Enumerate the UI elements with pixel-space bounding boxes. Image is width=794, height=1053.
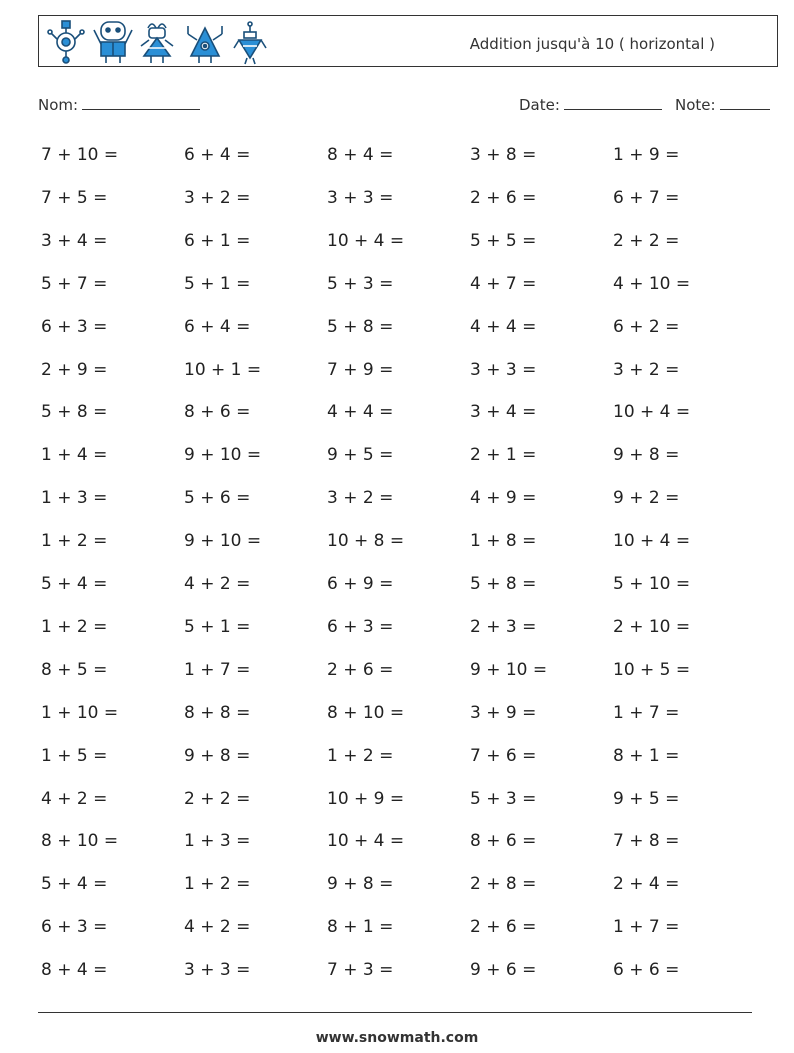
problem-4-3: 5 + 3 = xyxy=(327,273,394,294)
problem-20-2: 3 + 3 = xyxy=(184,960,251,981)
problem-11-1: 5 + 4 = xyxy=(41,574,108,594)
problem-5-3: 5 + 8 = xyxy=(327,316,394,337)
problem-6-1: 2 + 9 = xyxy=(41,359,108,380)
problem-15-4: 7 + 6 = xyxy=(470,745,537,766)
problem-10-5: 10 + 4 = xyxy=(613,531,691,552)
problem-14-5: 1 + 7 = xyxy=(613,702,680,723)
problem-4-5: 4 + 10 = xyxy=(613,273,691,294)
robot-icon-3 xyxy=(141,24,173,63)
problem-15-2: 9 + 8 = xyxy=(184,745,251,766)
problem-14-3: 8 + 10 = xyxy=(327,702,405,723)
problem-16-4: 5 + 3 = xyxy=(470,788,537,809)
problem-9-4: 4 + 9 = xyxy=(470,488,537,509)
problem-7-5: 10 + 4 = xyxy=(613,402,691,423)
date-label: Date: xyxy=(519,96,560,114)
problem-6-5: 3 + 2 = xyxy=(613,359,680,380)
problem-15-5: 8 + 1 = xyxy=(613,745,680,766)
problem-2-1: 7 + 5 = xyxy=(41,187,108,208)
problem-1-5: 1 + 9 = xyxy=(613,145,680,165)
problem-18-4: 2 + 8 = xyxy=(470,874,537,895)
problem-5-2: 6 + 4 = xyxy=(184,316,251,337)
name-field xyxy=(38,95,200,114)
problem-3-2: 6 + 1 = xyxy=(184,230,251,251)
problem-19-5: 1 + 7 = xyxy=(613,917,680,938)
problem-20-4: 9 + 6 = xyxy=(470,960,537,981)
problem-17-3: 10 + 4 = xyxy=(327,831,405,852)
date-blank[interactable] xyxy=(564,95,662,110)
problem-8-3: 9 + 5 = xyxy=(327,445,394,466)
problem-18-1: 5 + 4 = xyxy=(41,874,108,895)
problem-2-3: 3 + 3 = xyxy=(327,187,394,208)
problem-7-4: 3 + 4 = xyxy=(470,402,537,423)
problem-8-4: 2 + 1 = xyxy=(470,445,537,466)
problem-12-2: 5 + 1 = xyxy=(184,616,251,637)
grade-field xyxy=(675,95,770,114)
robot-icon-4 xyxy=(188,26,222,63)
problem-13-5: 10 + 5 = xyxy=(613,659,691,680)
problem-12-3: 6 + 3 = xyxy=(327,616,394,637)
problem-8-2: 9 + 10 = xyxy=(184,445,262,466)
problem-10-4: 1 + 8 = xyxy=(470,531,537,552)
problem-2-4: 2 + 6 = xyxy=(470,187,537,208)
problem-20-5: 6 + 6 = xyxy=(613,960,680,981)
problem-15-3: 1 + 2 = xyxy=(327,745,394,766)
problem-3-4: 5 + 5 = xyxy=(470,230,537,251)
problem-5-1: 6 + 3 = xyxy=(41,316,108,337)
problem-14-4: 3 + 9 = xyxy=(470,702,537,723)
problem-14-1: 1 + 10 = xyxy=(41,702,119,723)
problem-4-2: 5 + 1 = xyxy=(184,273,251,294)
problem-2-2: 3 + 2 = xyxy=(184,187,251,208)
name-blank[interactable] xyxy=(82,95,200,110)
problem-19-2: 4 + 2 = xyxy=(184,917,251,938)
problem-18-5: 2 + 4 = xyxy=(613,874,680,895)
problem-4-1: 5 + 7 = xyxy=(41,273,108,294)
problem-11-2: 4 + 2 = xyxy=(184,574,251,594)
problem-10-2: 9 + 10 = xyxy=(184,531,262,552)
robot-icon-2 xyxy=(94,22,132,63)
problem-17-4: 8 + 6 = xyxy=(470,831,537,852)
problem-16-2: 2 + 2 = xyxy=(184,788,251,809)
problem-15-1: 1 + 5 = xyxy=(41,745,108,766)
problem-19-4: 2 + 6 = xyxy=(470,917,537,938)
problem-13-2: 1 + 7 = xyxy=(184,659,251,680)
problem-8-1: 1 + 4 = xyxy=(41,445,108,466)
problem-13-4: 9 + 10 = xyxy=(470,659,548,680)
problem-11-3: 6 + 9 = xyxy=(327,574,394,594)
problem-3-3: 10 + 4 = xyxy=(327,230,405,251)
problem-1-2: 6 + 4 = xyxy=(184,145,251,165)
problem-9-1: 1 + 3 = xyxy=(41,488,108,509)
problem-17-5: 7 + 8 = xyxy=(613,831,680,852)
worksheet-header xyxy=(38,15,778,67)
problem-8-5: 9 + 8 = xyxy=(613,445,680,466)
problem-7-3: 4 + 4 = xyxy=(327,402,394,423)
problem-13-3: 2 + 6 = xyxy=(327,659,394,680)
problem-12-1: 1 + 2 = xyxy=(41,616,108,637)
problem-17-1: 8 + 10 = xyxy=(41,831,119,852)
problem-13-1: 8 + 5 = xyxy=(41,659,108,680)
grade-blank[interactable] xyxy=(720,95,770,110)
worksheet-title: Addition jusqu'à 10 ( horizontal ) xyxy=(469,35,715,53)
date-field xyxy=(519,95,662,114)
problem-7-2: 8 + 6 = xyxy=(184,402,251,423)
problem-20-1: 8 + 4 = xyxy=(41,960,108,981)
problem-7-1: 5 + 8 = xyxy=(41,402,108,423)
problem-1-1: 7 + 10 = xyxy=(41,145,119,165)
problem-17-2: 1 + 3 = xyxy=(184,831,251,852)
problem-6-4: 3 + 3 = xyxy=(470,359,537,380)
problem-16-5: 9 + 5 = xyxy=(613,788,680,809)
problem-16-3: 10 + 9 = xyxy=(327,788,405,809)
problem-12-4: 2 + 3 = xyxy=(470,616,537,637)
problem-3-5: 2 + 2 = xyxy=(613,230,680,251)
problem-9-3: 3 + 2 = xyxy=(327,488,394,509)
problem-18-2: 1 + 2 = xyxy=(184,874,251,895)
problem-16-1: 4 + 2 = xyxy=(41,788,108,809)
footer-divider xyxy=(38,1012,752,1013)
name-label: Nom: xyxy=(38,96,79,114)
problem-10-3: 10 + 8 = xyxy=(327,531,405,552)
problem-19-3: 8 + 1 = xyxy=(327,917,394,938)
problem-6-3: 7 + 9 = xyxy=(327,359,394,380)
problem-19-1: 6 + 3 = xyxy=(41,917,108,938)
problem-1-4: 3 + 8 = xyxy=(470,145,537,165)
problem-11-4: 5 + 8 = xyxy=(470,574,537,594)
footer-url: www.snowmath.com xyxy=(315,1030,479,1046)
grade-label: Note: xyxy=(675,96,716,114)
problem-10-1: 1 + 2 = xyxy=(41,531,108,552)
problem-5-5: 6 + 2 = xyxy=(613,316,680,337)
problem-5-4: 4 + 4 = xyxy=(470,316,537,337)
problem-20-3: 7 + 3 = xyxy=(327,960,394,981)
problem-4-4: 4 + 7 = xyxy=(470,273,537,294)
problem-9-2: 5 + 6 = xyxy=(184,488,251,509)
problem-14-2: 8 + 8 = xyxy=(184,702,251,723)
robot-icon-5 xyxy=(234,22,266,64)
problem-12-5: 2 + 10 = xyxy=(613,616,691,637)
problem-18-3: 9 + 8 = xyxy=(327,874,394,895)
robot-icon-1 xyxy=(48,21,84,63)
problem-6-2: 10 + 1 = xyxy=(184,359,262,380)
problem-1-3: 8 + 4 = xyxy=(327,145,394,165)
problem-3-1: 3 + 4 = xyxy=(41,230,108,251)
problem-11-5: 5 + 10 = xyxy=(613,574,691,594)
problem-9-5: 9 + 2 = xyxy=(613,488,680,509)
problem-2-5: 6 + 7 = xyxy=(613,187,680,208)
robot-icons xyxy=(45,18,275,66)
